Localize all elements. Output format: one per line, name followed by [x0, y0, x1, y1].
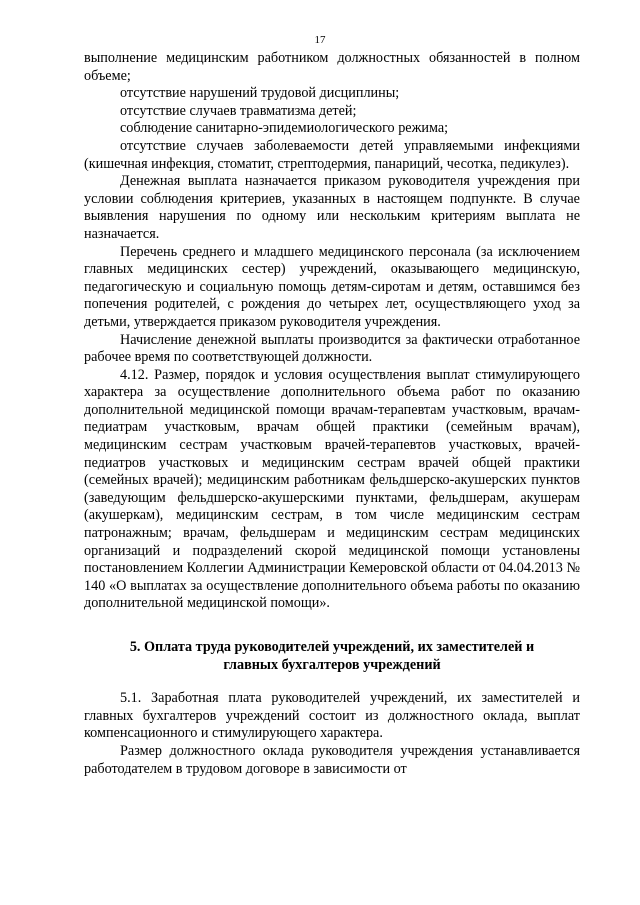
paragraph: Начисление денежной выплаты производится за фактически отработанное рабочее время по соответствующей должности. [84, 331, 580, 366]
paragraph-group-top [84, 50, 580, 613]
section-heading [84, 639, 580, 674]
page-number: 17 [314, 34, 326, 46]
paragraph: отсутствие нарушений трудовой дисциплины; [120, 85, 400, 102]
paragraph: выполнение медицинским работником должностных обязанностей в полном объеме; [84, 50, 580, 84]
paragraph: отсутствие случаев травматизма детей; [120, 102, 357, 119]
paragraph: 4.12. Размер, порядок и условия осуществления выплат стимулирующего характера за осуществление дополнительного объема работ по оказанию дополнительной медицинской помощи врачам-терапевтам участковым, врачам-педиатрам участковым, врачам общей практики (семейным врачам), медицинским сестрам участковым врачей-терапевтов участковых, врачей-педиатров участковых и медицинским сестрам врачей общей практики (семейных врачей); медицинским работникам фельдшерско-акушерских пунктов (заведующим фельдшерско-акушерскими пунктами, фельдшерам, акушерам (акушеркам), медицинским сестрам, в том числе медицинским сестрам патронажным; врачам, фельдшерам и медицинским сестрам медицинских организаций и подразделений скорой медицинской помощи установлены постановлением Коллегии Администрации Кемеровской области от 04.04.2013 № 140 «О выплатах за осуществление дополнительного объема работы по оказанию дополнительной медицинской помощи». [84, 366, 580, 612]
paragraph: отсутствие случаев заболеваемости детей управляемыми инфекциями (кишечная инфекция, стоматит, стрептодермия, панариций, чесотка, педикулез). [84, 137, 580, 172]
paragraph: Размер должностного оклада руководителя учреждения устанавливается работодателем в трудовом договоре в зависимости от [84, 742, 580, 777]
document-body [84, 50, 580, 778]
paragraph: Перечень среднего и младшего медицинского персонала (за исключением главных медицинских сестер) учреждений, оказывающего медицинскую, педагогическую и социальную помощь детям-сиротам и детям, оставшимся без попечения родителей, с рождения до четырех лет, осуществляющего уход за детьми, утверждается приказом руководителя учреждения. [84, 243, 580, 330]
section-heading-line-1: 5. Оплата труда руководителей учреждений, их заместителей и [129, 639, 535, 655]
paragraph: соблюдение санитарно-эпидемиологического режима; [120, 120, 449, 137]
paragraph: Денежная выплата назначается приказом руководителя учреждения при условии соблюдения критериев, указанных в настоящем подпункте. В случае выявления нарушения по одному или нескольким критериям выплата не назначается. [84, 173, 580, 242]
section-heading-line-2: главных бухгалтеров учреждений [223, 656, 441, 673]
paragraph: 5.1. Заработная плата руководителей учреждений, их заместителей и главных бухгалтеров учреждений состоит из должностного оклада, выплат компенсационного и стимулирующего характера. [84, 690, 580, 742]
paragraph-group-bottom [84, 690, 580, 778]
